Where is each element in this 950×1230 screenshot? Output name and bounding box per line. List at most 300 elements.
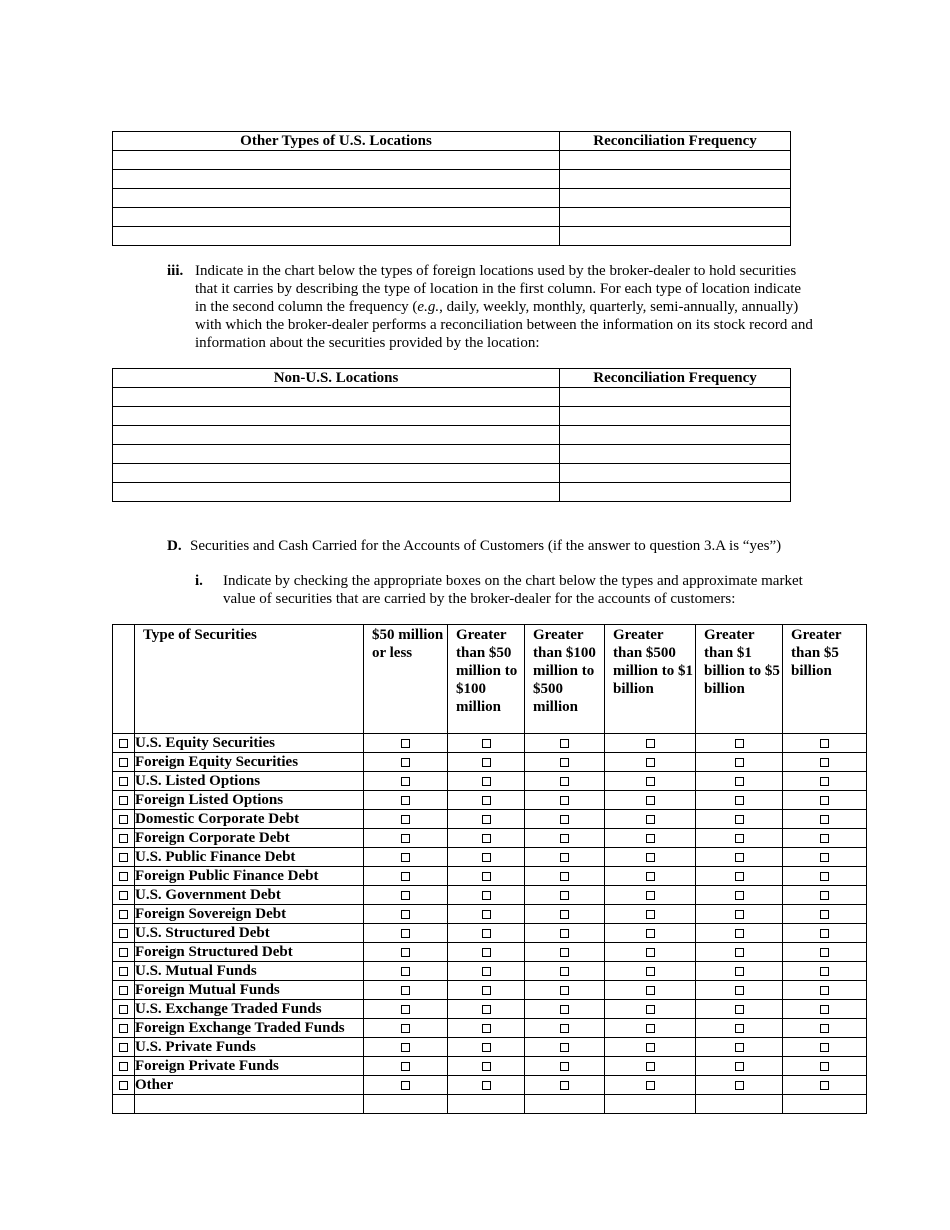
row-checkbox-cell (113, 1057, 135, 1076)
blank-cell[interactable] (525, 1095, 605, 1114)
value-range-checkbox[interactable] (401, 739, 410, 748)
non-us-locations-frequency-cell[interactable] (560, 388, 791, 407)
non-us-locations-location-cell[interactable] (113, 426, 560, 445)
securities-row (113, 905, 867, 924)
type-of-securities-header: Type of Securities (135, 625, 364, 734)
value-range-checkbox[interactable] (560, 1024, 569, 1033)
value-range-cell (783, 924, 867, 943)
value-range-checkbox[interactable] (646, 929, 655, 938)
value-range-cell (783, 791, 867, 810)
value-range-checkbox[interactable] (820, 948, 829, 957)
value-range-cell (448, 848, 525, 867)
value-range-cell (605, 1076, 696, 1095)
item-iii-line: with which the broker-dealer performs a reconciliation between the information on its stock record and (195, 317, 813, 333)
value-range-checkbox[interactable] (820, 910, 829, 919)
value-range-cell (783, 734, 867, 753)
security-type-label: U.S. Government Debt (135, 886, 364, 905)
value-range-cell (783, 1000, 867, 1019)
value-range-cell (448, 753, 525, 772)
value-range-cell (696, 943, 783, 962)
row-select-checkbox[interactable] (119, 758, 128, 767)
value-range-checkbox[interactable] (482, 853, 491, 862)
value-range-checkbox[interactable] (401, 1024, 410, 1033)
value-range-checkbox[interactable] (820, 1005, 829, 1014)
non-us-locations-table (112, 368, 791, 502)
value-range-cell (525, 886, 605, 905)
value-range-checkbox[interactable] (735, 891, 744, 900)
item-i-line: Indicate by checking the appropriate boxes on the chart below the types and approximate market (223, 573, 803, 589)
value-range-cell (696, 791, 783, 810)
value-range-checkbox[interactable] (646, 834, 655, 843)
value-range-checkbox[interactable] (646, 758, 655, 767)
value-range-cell (364, 886, 448, 905)
value-range-checkbox[interactable] (735, 967, 744, 976)
value-range-checkbox[interactable] (560, 1062, 569, 1071)
value-range-checkbox[interactable] (401, 1005, 410, 1014)
value-range-checkbox[interactable] (401, 910, 410, 919)
blank-cell[interactable] (696, 1095, 783, 1114)
value-range-checkbox[interactable] (482, 1081, 491, 1090)
value-range-checkbox[interactable] (646, 910, 655, 919)
value-range-checkbox[interactable] (646, 777, 655, 786)
us-locations-frequency-cell[interactable] (560, 208, 791, 227)
us-locations-frequency-cell[interactable] (560, 189, 791, 208)
value-range-checkbox[interactable] (401, 929, 410, 938)
security-type-label: Foreign Structured Debt (135, 943, 364, 962)
blank-cell[interactable] (783, 1095, 867, 1114)
row-select-checkbox[interactable] (119, 1081, 128, 1090)
value-range-checkbox[interactable] (482, 758, 491, 767)
value-range-checkbox[interactable] (482, 1062, 491, 1071)
value-range-cell (364, 734, 448, 753)
value-range-checkbox[interactable] (401, 872, 410, 881)
value-range-cell (605, 1019, 696, 1038)
value-range-checkbox[interactable] (401, 796, 410, 805)
value-range-checkbox[interactable] (560, 986, 569, 995)
value-range-cell (783, 962, 867, 981)
value-range-checkbox[interactable] (735, 815, 744, 824)
value-range-cell (364, 924, 448, 943)
row-select-checkbox[interactable] (119, 834, 128, 843)
row-checkbox-cell (113, 810, 135, 829)
securities-table (112, 624, 867, 1114)
value-range-checkbox[interactable] (820, 986, 829, 995)
value-range-checkbox[interactable] (560, 891, 569, 900)
value-range-checkbox[interactable] (401, 1043, 410, 1052)
row-checkbox-cell (113, 905, 135, 924)
value-range-cell (605, 924, 696, 943)
value-range-checkbox[interactable] (735, 739, 744, 748)
value-range-checkbox[interactable] (820, 758, 829, 767)
value-range-checkbox[interactable] (482, 1005, 491, 1014)
row-select-checkbox[interactable] (119, 986, 128, 995)
securities-row (113, 734, 867, 753)
non-us-locations-location-cell[interactable] (113, 483, 560, 502)
value-range-checkbox[interactable] (646, 1043, 655, 1052)
header-blank-cell (113, 625, 135, 734)
us-locations-frequency-cell[interactable] (560, 170, 791, 189)
value-range-checkbox[interactable] (482, 986, 491, 995)
value-range-cell (448, 924, 525, 943)
value-range-checkbox[interactable] (560, 1081, 569, 1090)
row-checkbox-cell (113, 1076, 135, 1095)
value-range-checkbox[interactable] (646, 739, 655, 748)
non-us-locations-location-cell[interactable] (113, 464, 560, 483)
non-us-locations-frequency-cell[interactable] (560, 483, 791, 502)
value-range-checkbox[interactable] (820, 815, 829, 824)
value-range-checkbox[interactable] (735, 948, 744, 957)
value-range-checkbox[interactable] (482, 891, 491, 900)
securities-row (113, 867, 867, 886)
value-range-checkbox[interactable] (735, 1081, 744, 1090)
value-range-cell (448, 905, 525, 924)
value-range-checkbox[interactable] (401, 1062, 410, 1071)
value-range-checkbox[interactable] (646, 1081, 655, 1090)
value-range-checkbox[interactable] (820, 1081, 829, 1090)
row-checkbox-cell (113, 867, 135, 886)
value-range-cell (525, 848, 605, 867)
value-range-checkbox[interactable] (820, 929, 829, 938)
value-range-checkbox[interactable] (735, 1024, 744, 1033)
security-type-label: Foreign Mutual Funds (135, 981, 364, 1000)
value-range-checkbox[interactable] (646, 891, 655, 900)
value-range-cell (364, 753, 448, 772)
securities-row (113, 848, 867, 867)
value-range-checkbox[interactable] (735, 910, 744, 919)
value-range-cell (605, 905, 696, 924)
securities-row (113, 829, 867, 848)
row-select-checkbox[interactable] (119, 1024, 128, 1033)
value-range-cell (605, 1000, 696, 1019)
non-us-locations-frequency-cell[interactable] (560, 426, 791, 445)
value-range-checkbox[interactable] (735, 1005, 744, 1014)
value-range-cell (605, 772, 696, 791)
value-range-checkbox[interactable] (735, 796, 744, 805)
row-checkbox-cell (113, 848, 135, 867)
us-locations-header: Other Types of U.S. Locations (113, 132, 560, 151)
value-range-cell (696, 867, 783, 886)
value-range-checkbox[interactable] (820, 853, 829, 862)
value-range-checkbox[interactable] (735, 1062, 744, 1071)
blank-cell[interactable] (605, 1095, 696, 1114)
non-us-locations-frequency-cell[interactable] (560, 464, 791, 483)
value-range-checkbox[interactable] (482, 739, 491, 748)
row-checkbox-cell (113, 943, 135, 962)
value-range-cell (696, 886, 783, 905)
value-range-checkbox[interactable] (560, 872, 569, 881)
value-range-checkbox[interactable] (401, 948, 410, 957)
value-range-checkbox[interactable] (560, 929, 569, 938)
value-range-checkbox[interactable] (735, 758, 744, 767)
row-select-checkbox[interactable] (119, 1062, 128, 1071)
securities-row (113, 1057, 867, 1076)
us-locations-frequency-cell[interactable] (560, 227, 791, 246)
value-range-cell (783, 867, 867, 886)
value-range-cell (525, 734, 605, 753)
value-range-cell (696, 772, 783, 791)
value-range-checkbox[interactable] (482, 815, 491, 824)
value-range-cell (696, 924, 783, 943)
security-type-label: Other (135, 1076, 364, 1095)
value-range-checkbox[interactable] (401, 986, 410, 995)
row-select-checkbox[interactable] (119, 796, 128, 805)
us-locations-location-cell[interactable] (113, 189, 560, 208)
non-us-locations-row (113, 426, 791, 445)
item-iii-line: that it carries by describing the type of location in the first column. For each type of location indicate (195, 281, 802, 297)
value-range-cell (696, 905, 783, 924)
value-range-checkbox[interactable] (646, 872, 655, 881)
value-range-cell (448, 791, 525, 810)
us-locations-table (112, 131, 791, 246)
value-range-checkbox[interactable] (560, 796, 569, 805)
value-range-cell (783, 1038, 867, 1057)
row-checkbox-cell (113, 791, 135, 810)
row-select-checkbox[interactable] (119, 777, 128, 786)
value-range-cell (525, 905, 605, 924)
security-type-label: U.S. Listed Options (135, 772, 364, 791)
value-range-checkbox[interactable] (646, 853, 655, 862)
security-type-label: U.S. Mutual Funds (135, 962, 364, 981)
value-header-50m-or-less: $50 million or less (364, 625, 448, 734)
value-range-checkbox[interactable] (560, 948, 569, 957)
row-select-checkbox[interactable] (119, 872, 128, 881)
value-range-checkbox[interactable] (820, 872, 829, 881)
value-range-checkbox[interactable] (646, 1062, 655, 1071)
blank-cell[interactable] (135, 1095, 364, 1114)
section-d-text: Securities and Cash Carried for the Accounts of Customers (if the answer to question 3.A is “yes”) (190, 538, 782, 554)
security-type-label: Foreign Exchange Traded Funds (135, 1019, 364, 1038)
security-type-label: Foreign Public Finance Debt (135, 867, 364, 886)
value-range-checkbox[interactable] (646, 1005, 655, 1014)
security-type-label: U.S. Exchange Traded Funds (135, 1000, 364, 1019)
securities-row (113, 1038, 867, 1057)
value-range-cell (696, 734, 783, 753)
security-type-label: U.S. Public Finance Debt (135, 848, 364, 867)
value-range-checkbox[interactable] (401, 891, 410, 900)
value-range-checkbox[interactable] (560, 834, 569, 843)
value-range-checkbox[interactable] (735, 929, 744, 938)
value-range-checkbox[interactable] (646, 815, 655, 824)
us-locations-location-cell[interactable] (113, 227, 560, 246)
blank-cell[interactable] (364, 1095, 448, 1114)
value-range-cell (525, 791, 605, 810)
value-range-cell (525, 867, 605, 886)
row-select-checkbox[interactable] (119, 1043, 128, 1052)
value-range-cell (364, 848, 448, 867)
value-range-checkbox[interactable] (401, 777, 410, 786)
securities-row (113, 753, 867, 772)
row-checkbox-cell (113, 772, 135, 791)
security-type-label: Domestic Corporate Debt (135, 810, 364, 829)
value-range-checkbox[interactable] (560, 758, 569, 767)
value-range-cell (364, 867, 448, 886)
value-range-cell (448, 867, 525, 886)
value-range-checkbox[interactable] (646, 1024, 655, 1033)
value-range-checkbox[interactable] (735, 1043, 744, 1052)
row-checkbox-cell (113, 981, 135, 1000)
value-range-cell (364, 962, 448, 981)
value-range-cell (448, 962, 525, 981)
value-range-cell (605, 981, 696, 1000)
value-range-checkbox[interactable] (820, 967, 829, 976)
value-range-cell (448, 1057, 525, 1076)
value-range-checkbox[interactable] (735, 853, 744, 862)
value-range-cell (525, 924, 605, 943)
value-range-cell (364, 772, 448, 791)
securities-row (113, 981, 867, 1000)
value-range-checkbox[interactable] (560, 777, 569, 786)
security-type-label: Foreign Equity Securities (135, 753, 364, 772)
value-range-checkbox[interactable] (560, 967, 569, 976)
securities-row (113, 1000, 867, 1019)
value-range-checkbox[interactable] (646, 948, 655, 957)
non-us-locations-row (113, 388, 791, 407)
value-range-checkbox[interactable] (482, 948, 491, 957)
value-range-checkbox[interactable] (735, 986, 744, 995)
value-range-checkbox[interactable] (401, 1081, 410, 1090)
value-range-cell (448, 1076, 525, 1095)
row-checkbox-cell (113, 924, 135, 943)
row-select-checkbox[interactable] (119, 948, 128, 957)
value-range-checkbox[interactable] (560, 1005, 569, 1014)
row-select-checkbox[interactable] (119, 739, 128, 748)
value-range-cell (696, 848, 783, 867)
us-locations-row (113, 151, 791, 170)
row-checkbox-cell (113, 1000, 135, 1019)
value-range-checkbox[interactable] (401, 815, 410, 824)
securities-row (113, 943, 867, 962)
value-range-checkbox[interactable] (482, 834, 491, 843)
value-range-checkbox[interactable] (482, 910, 491, 919)
value-range-checkbox[interactable] (560, 1043, 569, 1052)
item-iii-line: information about the securities provided by the location: (195, 335, 540, 351)
non-us-locations-frequency-cell[interactable] (560, 407, 791, 426)
value-range-checkbox[interactable] (401, 758, 410, 767)
non-us-locations-frequency-cell[interactable] (560, 445, 791, 464)
value-range-checkbox[interactable] (482, 796, 491, 805)
value-range-checkbox[interactable] (820, 1043, 829, 1052)
non-us-locations-location-cell[interactable] (113, 445, 560, 464)
value-range-cell (696, 1057, 783, 1076)
row-checkbox-cell (113, 886, 135, 905)
value-range-checkbox[interactable] (820, 834, 829, 843)
non-us-locations-location-cell[interactable] (113, 407, 560, 426)
value-range-cell (605, 1038, 696, 1057)
value-header-over-5b: Greater than $5 billion (783, 625, 867, 734)
us-locations-location-cell[interactable] (113, 151, 560, 170)
value-range-checkbox[interactable] (482, 929, 491, 938)
row-select-checkbox[interactable] (119, 967, 128, 976)
section-d-letter: D. (167, 538, 182, 554)
us-frequency-header: Reconciliation Frequency (560, 132, 791, 151)
securities-row (113, 772, 867, 791)
value-range-cell (783, 829, 867, 848)
value-range-checkbox[interactable] (482, 1024, 491, 1033)
non-us-frequency-header: Reconciliation Frequency (560, 369, 791, 388)
value-range-checkbox[interactable] (735, 834, 744, 843)
us-locations-row (113, 208, 791, 227)
value-range-checkbox[interactable] (820, 891, 829, 900)
value-range-checkbox[interactable] (482, 872, 491, 881)
blank-cell[interactable] (113, 1095, 135, 1114)
non-us-locations-row (113, 483, 791, 502)
value-range-checkbox[interactable] (820, 796, 829, 805)
value-range-cell (364, 905, 448, 924)
value-range-cell (783, 1057, 867, 1076)
value-range-checkbox[interactable] (401, 853, 410, 862)
value-range-cell (605, 1057, 696, 1076)
value-range-checkbox[interactable] (820, 739, 829, 748)
value-range-checkbox[interactable] (735, 872, 744, 881)
row-select-checkbox[interactable] (119, 910, 128, 919)
value-header-500m-to-1b: Greater than $500 million to $1 billion (605, 625, 696, 734)
value-range-checkbox[interactable] (820, 1024, 829, 1033)
value-range-cell (525, 1076, 605, 1095)
value-range-cell (448, 943, 525, 962)
value-range-checkbox[interactable] (560, 910, 569, 919)
item-iii-line: in the second column the frequency (e.g., daily, weekly, monthly, quarterly, semi-annually, annually) (195, 299, 799, 315)
value-range-checkbox[interactable] (482, 777, 491, 786)
value-range-checkbox[interactable] (735, 777, 744, 786)
value-range-cell (783, 1019, 867, 1038)
value-range-checkbox[interactable] (820, 777, 829, 786)
blank-cell[interactable] (448, 1095, 525, 1114)
value-range-checkbox[interactable] (482, 967, 491, 976)
value-range-checkbox[interactable] (560, 853, 569, 862)
security-type-label: U.S. Equity Securities (135, 734, 364, 753)
value-range-checkbox[interactable] (401, 967, 410, 976)
value-range-cell (605, 886, 696, 905)
us-locations-location-cell[interactable] (113, 208, 560, 227)
value-range-cell (605, 810, 696, 829)
value-range-cell (783, 981, 867, 1000)
value-range-cell (696, 962, 783, 981)
value-range-checkbox[interactable] (646, 967, 655, 976)
securities-row (113, 810, 867, 829)
us-locations-row (113, 227, 791, 246)
row-select-checkbox[interactable] (119, 853, 128, 862)
non-us-locations-location-cell[interactable] (113, 388, 560, 407)
row-select-checkbox[interactable] (119, 929, 128, 938)
securities-row (113, 962, 867, 981)
value-range-cell (783, 886, 867, 905)
item-iii-number: iii. (167, 263, 184, 279)
us-locations-frequency-cell[interactable] (560, 151, 791, 170)
value-range-cell (605, 753, 696, 772)
value-range-checkbox[interactable] (482, 1043, 491, 1052)
value-range-cell (696, 1038, 783, 1057)
value-range-checkbox[interactable] (646, 986, 655, 995)
item-iii-line: Indicate in the chart below the types of foreign locations used by the broker-dealer to hold securities (195, 263, 797, 279)
row-select-checkbox[interactable] (119, 815, 128, 824)
value-range-checkbox[interactable] (820, 1062, 829, 1071)
value-range-checkbox[interactable] (560, 739, 569, 748)
us-locations-location-cell[interactable] (113, 170, 560, 189)
value-range-checkbox[interactable] (560, 815, 569, 824)
value-range-cell (525, 943, 605, 962)
securities-row (113, 924, 867, 943)
value-range-cell (605, 943, 696, 962)
non-us-locations-row (113, 407, 791, 426)
row-select-checkbox[interactable] (119, 891, 128, 900)
value-range-checkbox[interactable] (646, 796, 655, 805)
value-range-cell (364, 829, 448, 848)
value-range-cell (525, 829, 605, 848)
row-select-checkbox[interactable] (119, 1005, 128, 1014)
value-range-checkbox[interactable] (401, 834, 410, 843)
value-header-1b-to-5b: Greater than $1 billion to $5 billion (696, 625, 783, 734)
value-range-cell (605, 791, 696, 810)
